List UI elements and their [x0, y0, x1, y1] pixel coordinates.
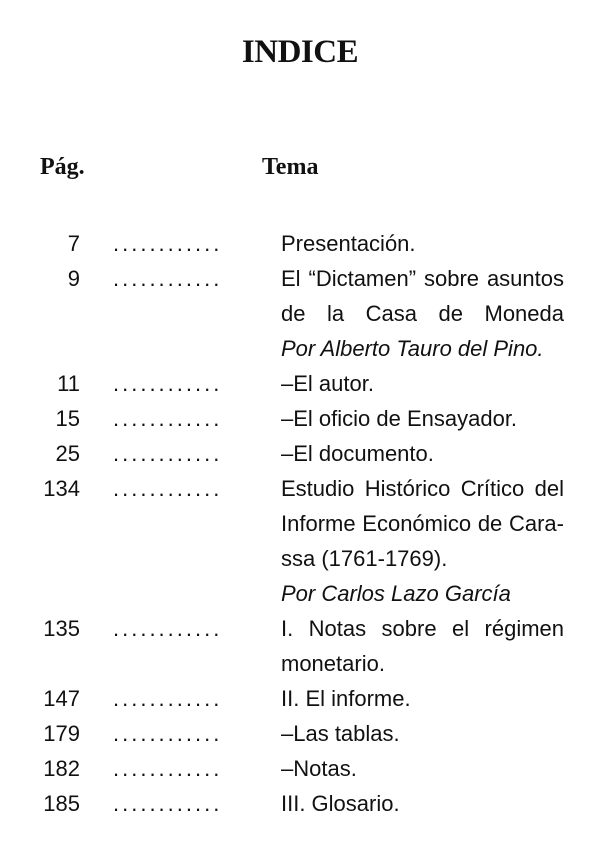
leader-dots: ............	[113, 756, 223, 781]
leader-dots: ............	[113, 616, 223, 641]
entry-continuation	[0, 646, 600, 681]
entry-title: –Las tablas.	[281, 721, 400, 746]
entry-title: –Notas.	[281, 756, 357, 781]
leader-dots: ............	[113, 441, 223, 466]
entry-title-line: monetario.	[281, 651, 385, 676]
index-entry-dictamen	[0, 261, 600, 296]
entry-title-line: ssa (1761-1769).	[281, 546, 448, 571]
index-entry-estudio	[0, 471, 600, 506]
entry-author: Por Carlos Lazo García	[281, 581, 511, 606]
entry-title: –El autor.	[281, 371, 374, 396]
leader-dots: ............	[113, 721, 223, 746]
index-entry-documento	[0, 436, 600, 471]
entry-title: –El documento.	[281, 441, 434, 466]
topic-column-header: Tema	[262, 154, 319, 180]
page-column-header: Pág.	[40, 154, 85, 180]
leader-dots: ............	[113, 686, 223, 711]
entry-continuation	[0, 506, 600, 541]
entry-title-line: Informe Económico de Cara-	[281, 511, 564, 536]
entry-page-number: 179	[43, 721, 80, 746]
entry-page-number: 11	[57, 371, 80, 396]
index-title: INDICE	[241, 34, 359, 70]
leader-dots: ............	[113, 266, 223, 291]
entry-page-number: 7	[67, 231, 80, 256]
entry-page-number: 185	[43, 791, 80, 816]
entry-title: Estudio Histórico Crítico del	[281, 476, 564, 501]
entry-title: I. Notas sobre el régimen	[281, 616, 564, 641]
entry-title: II. El informe.	[281, 686, 411, 711]
entry-page-number: 9	[67, 266, 80, 291]
entry-title: El “Dictamen” sobre asuntos	[281, 266, 564, 291]
index-entry-oficio-ensayador	[0, 401, 600, 436]
index-entries	[0, 226, 600, 821]
entry-title: –El oficio de Ensayador.	[281, 406, 518, 431]
entry-page-number: 134	[43, 476, 80, 501]
entry-page-number: 147	[43, 686, 80, 711]
index-entry-notas	[0, 751, 600, 786]
index-entry-el-autor	[0, 366, 600, 401]
index-entry-el-informe	[0, 681, 600, 716]
index-entry-glosario	[0, 786, 600, 821]
entry-page-number: 15	[55, 406, 80, 431]
index-entry-presentacion	[0, 226, 600, 261]
entry-title: Presentación.	[281, 231, 416, 256]
leader-dots: ............	[113, 371, 223, 396]
entry-title: III. Glosario.	[281, 791, 400, 816]
leader-dots: ............	[113, 476, 223, 501]
leader-dots: ............	[113, 406, 223, 431]
leader-dots: ............	[113, 791, 223, 816]
entry-continuation	[0, 576, 600, 611]
entry-continuation	[0, 541, 600, 576]
entry-page-number: 182	[43, 756, 80, 781]
index-entry-las-tablas	[0, 716, 600, 751]
entry-continuation	[0, 331, 600, 366]
entry-page-number: 135	[43, 616, 80, 641]
leader-dots: ............	[113, 231, 223, 256]
entry-title-line: de la Casa de Moneda	[281, 301, 564, 326]
entry-continuation	[0, 296, 600, 331]
index-entry-notas-regimen	[0, 611, 600, 646]
entry-page-number: 25	[55, 441, 80, 466]
entry-author: Por Alberto Tauro del Pino.	[281, 336, 544, 361]
